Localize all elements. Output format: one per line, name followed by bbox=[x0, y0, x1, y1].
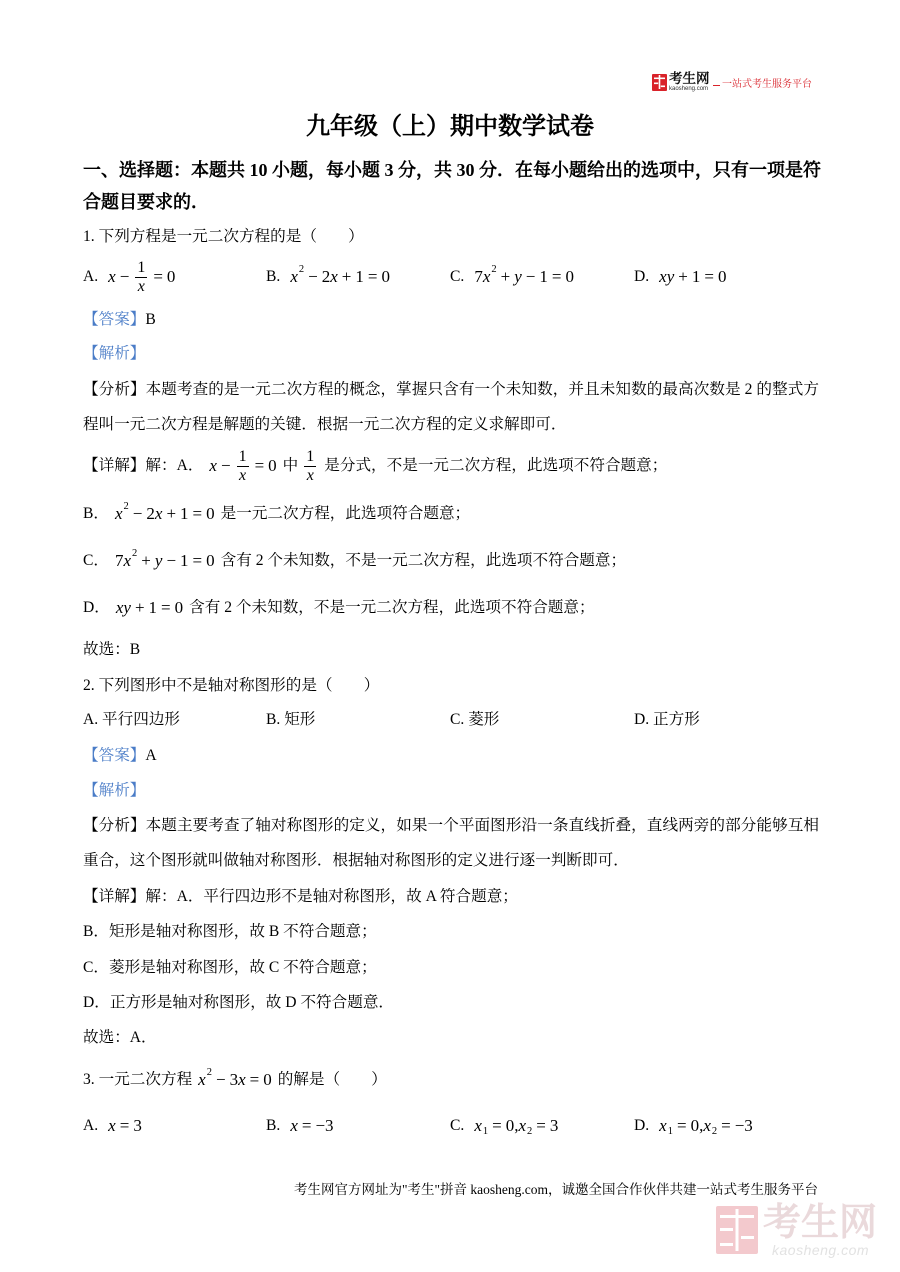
question-1-option-b bbox=[266, 265, 390, 289]
watermark-domain: kaosheng.com bbox=[772, 1242, 870, 1258]
question-1-analysis-heading: 【解析】 bbox=[83, 345, 146, 362]
math-operator: = bbox=[367, 267, 378, 286]
question-2-solution-line: C．菱形是轴对称图形，故 C 不符合题意； bbox=[83, 959, 377, 976]
math-operator: − bbox=[215, 1070, 226, 1089]
watermark-icon-graphic bbox=[716, 1206, 758, 1254]
option-formula bbox=[108, 1114, 142, 1138]
answer-tag: 【答案】 bbox=[83, 747, 146, 764]
fraction-denominator: x bbox=[306, 466, 314, 484]
question-3-option-d bbox=[634, 1114, 753, 1138]
option-label: A. bbox=[83, 268, 99, 285]
math-variable: x bbox=[154, 504, 163, 523]
math-operator: = bbox=[676, 1116, 687, 1135]
text-segment: 中 bbox=[282, 457, 299, 474]
math-variable: x bbox=[238, 1070, 246, 1089]
question-1-analysis-line: 【分析】本题考查的是一元二次方程的概念，掌握只含有一个未知数，并且未知数的最高次数是 2 的整式方 bbox=[83, 381, 819, 398]
math-number: 1 bbox=[355, 267, 364, 286]
text-segment: 3. 一元二次方程 bbox=[83, 1071, 193, 1088]
math-number: 0 bbox=[206, 504, 215, 523]
math-variable: x bbox=[474, 1116, 482, 1135]
question-3-option-a bbox=[83, 1114, 142, 1138]
text-segment: 的解是（ ） bbox=[277, 1071, 387, 1088]
math-number: 2 bbox=[321, 267, 331, 286]
math-operator: + bbox=[341, 267, 352, 286]
math-number: 0 bbox=[206, 551, 215, 570]
fraction-numerator: 1 bbox=[137, 258, 146, 276]
option-label: B. bbox=[266, 268, 281, 285]
superscript: 2 bbox=[491, 264, 497, 275]
question-1-option-d bbox=[634, 265, 726, 289]
math-operator: = bbox=[119, 1116, 130, 1135]
option-label: C. bbox=[450, 268, 465, 285]
subscript: 1 bbox=[667, 1126, 673, 1137]
text-segment: 是一元二次方程，此选项符合题意； bbox=[220, 505, 471, 522]
question-1-option-c bbox=[450, 265, 574, 289]
fraction-numerator: 1 bbox=[306, 447, 315, 465]
question-2-solution-line: D．正方形是轴对称图形，故 D 不符合题意． bbox=[83, 994, 395, 1011]
text-segment: 含有 2 个未知数，不是一元二次方程，此选项不符合题意； bbox=[189, 599, 595, 616]
math-variable: x bbox=[659, 1116, 667, 1135]
math-operator: + bbox=[166, 504, 177, 523]
math-number: 3 bbox=[229, 1070, 239, 1089]
math-number: 0, bbox=[690, 1116, 704, 1135]
text-segment: D． bbox=[83, 599, 110, 616]
math-operator: = bbox=[254, 456, 265, 475]
math-operator: − bbox=[308, 267, 318, 286]
math-variable: y bbox=[154, 551, 163, 570]
logo-slogan: 一站式考生服务平台 bbox=[722, 79, 812, 90]
footer-note: 考生网官方网址为"考生"拼音 kaosheng.com，诚邀全国合作伙伴共建一站式考生服务平台 bbox=[293, 1182, 818, 1197]
math-number: 7 bbox=[474, 267, 483, 286]
math-number: 0 bbox=[381, 267, 390, 286]
question-2-option-d: D. 正方形 bbox=[634, 711, 700, 728]
option-label: C. bbox=[450, 1117, 465, 1134]
question-1-option-a bbox=[83, 258, 176, 295]
text-segment: 是分式，不是一元二次方程，此选项不符合题意； bbox=[324, 457, 668, 474]
math-operator: = bbox=[301, 1116, 312, 1135]
math-number: 0 bbox=[166, 267, 176, 286]
math-operator: − bbox=[166, 551, 177, 570]
math-variable: x bbox=[123, 551, 132, 570]
math-operator: = bbox=[249, 1070, 260, 1089]
question-3-stem bbox=[83, 1068, 387, 1092]
question-2-option-c: C. 菱形 bbox=[450, 711, 500, 728]
math-variable: x bbox=[290, 267, 298, 286]
math-number: 1 bbox=[148, 598, 158, 617]
option-formula bbox=[474, 265, 574, 289]
math-number: 2 bbox=[146, 504, 155, 523]
question-2-analysis-heading: 【解析】 bbox=[83, 782, 146, 799]
math-number: 3 bbox=[549, 1116, 559, 1135]
superscript: 2 bbox=[132, 548, 138, 559]
answer-tag: 【答案】 bbox=[83, 311, 146, 328]
text-segment: C． bbox=[83, 552, 109, 569]
math-number: 0 bbox=[174, 598, 184, 617]
question-1-analysis-line: 程叫一元二次方程是解题的关键．根据一元二次方程的定义求解即可． bbox=[83, 416, 567, 433]
option-formula bbox=[659, 265, 726, 289]
subscript: 2 bbox=[527, 1126, 533, 1137]
math-variable: x bbox=[330, 267, 338, 286]
question-2-analysis-line: 【分析】本题主要考查了轴对称图形的定义，如果一个平面图形沿一条直线折叠，直线两旁的部分能够互相 bbox=[83, 817, 819, 834]
question-1-solution-line bbox=[83, 447, 668, 484]
math-operator: = bbox=[536, 1116, 546, 1135]
fraction bbox=[304, 449, 316, 484]
math-number: 0 bbox=[565, 267, 574, 286]
logo-name: 考生网 bbox=[669, 71, 710, 86]
logo-icon-graphic bbox=[652, 74, 667, 91]
math-number: 0 bbox=[268, 456, 277, 475]
option-label: B. bbox=[266, 1117, 281, 1134]
question-1-solution-line bbox=[83, 596, 595, 620]
math-operator: − bbox=[132, 504, 143, 523]
question-2-stem: 2. 下列图形中不是轴对称图形的是（ ） bbox=[83, 677, 380, 694]
math-variable: x bbox=[209, 456, 217, 475]
math-variable: x bbox=[518, 1116, 526, 1135]
math-variable: y bbox=[514, 267, 522, 286]
text-segment: 含有 2 个未知数，不是一元二次方程，此选项不符合题意； bbox=[220, 552, 627, 569]
math-operator: = bbox=[551, 267, 562, 286]
section-heading-line: 合题目要求的． bbox=[83, 192, 209, 212]
superscript: 2 bbox=[206, 1067, 212, 1078]
subscript: 2 bbox=[711, 1126, 718, 1137]
section-heading-line: 一、选择题：本题共 10 小题，每小题 3 分，共 30 分．在每小题给出的选项中，只有一项是符 bbox=[83, 160, 821, 180]
math-variable: x bbox=[703, 1116, 711, 1135]
math-number: 1 bbox=[691, 267, 701, 286]
math-number: 1 bbox=[180, 551, 189, 570]
question-2-analysis-line: 重合，这个图形就叫做轴对称图形．根据轴对称图形的定义进行逐一判断即可． bbox=[83, 852, 629, 869]
math-variable: x bbox=[198, 1070, 206, 1089]
question-2-option-a: A. 平行四边形 bbox=[83, 711, 181, 728]
math-variable: x bbox=[108, 1116, 116, 1135]
math-number: −3 bbox=[315, 1116, 334, 1135]
answer-value: B bbox=[145, 311, 156, 328]
kaosheng-watermark-icon bbox=[716, 1206, 758, 1254]
option-formula bbox=[659, 1114, 753, 1138]
math-operator: = bbox=[153, 267, 163, 286]
question-2-solution-line: 【详解】解：A．平行四边形不是轴对称图形，故 A 符合题意； bbox=[83, 888, 518, 905]
fraction-denominator: x bbox=[137, 277, 145, 295]
question-1-conclusion: 故选：B bbox=[83, 641, 141, 658]
math-operator: + bbox=[134, 598, 145, 617]
option-formula bbox=[290, 1114, 333, 1138]
exam-title: 九年级（上）期中数学试卷 bbox=[306, 114, 594, 140]
math-operator: + bbox=[141, 551, 151, 570]
option-formula bbox=[474, 1114, 558, 1138]
option-label: D. bbox=[634, 268, 650, 285]
math-number: 0, bbox=[505, 1116, 519, 1135]
question-2-answer-line bbox=[83, 744, 157, 768]
math-operator: = bbox=[721, 1116, 731, 1135]
question-2-option-b: B. 矩形 bbox=[266, 711, 316, 728]
math-operator: = bbox=[704, 267, 714, 286]
math-variable: x bbox=[482, 267, 491, 286]
question-3-option-c bbox=[450, 1114, 558, 1138]
answer-value: A bbox=[145, 747, 157, 764]
text-segment: B． bbox=[83, 505, 109, 522]
math-variable: xy bbox=[659, 267, 675, 286]
superscript: 2 bbox=[123, 501, 129, 512]
fraction-denominator: x bbox=[239, 466, 247, 484]
subscript: 1 bbox=[482, 1126, 489, 1137]
math-operator: − bbox=[525, 267, 536, 286]
math-number: 0 bbox=[717, 267, 727, 286]
option-label: A. bbox=[83, 1117, 99, 1134]
math-operator: = bbox=[492, 1116, 502, 1135]
text-segment: 【详解】解：A． bbox=[83, 457, 204, 474]
math-number: 1 bbox=[539, 267, 548, 286]
question-2-solution-line: B．矩形是轴对称图形，故 B 不符合题意； bbox=[83, 923, 377, 940]
question-2-conclusion: 故选：A． bbox=[83, 1029, 157, 1046]
math-variable: xy bbox=[115, 598, 131, 617]
math-number: −3 bbox=[734, 1116, 753, 1135]
math-number: 0 bbox=[263, 1070, 272, 1089]
math-number: 3 bbox=[133, 1116, 142, 1135]
question-1-solution-line bbox=[83, 549, 626, 573]
math-operator: − bbox=[119, 267, 130, 286]
superscript: 2 bbox=[298, 264, 305, 275]
math-number: 7 bbox=[115, 551, 124, 570]
math-number: 1 bbox=[180, 504, 189, 523]
logo-domain: kaosheng.com bbox=[669, 86, 709, 92]
option-formula bbox=[290, 265, 390, 289]
math-variable: x bbox=[115, 504, 123, 523]
option-formula bbox=[108, 260, 175, 295]
option-label: D. bbox=[634, 1117, 650, 1134]
math-operator: = bbox=[192, 551, 203, 570]
math-operator: = bbox=[161, 598, 171, 617]
math-operator: + bbox=[500, 267, 511, 286]
question-1-answer-line bbox=[83, 308, 156, 332]
fraction-numerator: 1 bbox=[238, 447, 247, 465]
logo-divider bbox=[713, 85, 720, 86]
math-operator: + bbox=[678, 267, 688, 286]
math-operator: − bbox=[220, 456, 231, 475]
question-1-stem: 1. 下列方程是一元二次方程的是（ ） bbox=[83, 228, 364, 245]
math-variable: x bbox=[290, 1116, 298, 1135]
question-1-solution-line bbox=[83, 502, 470, 526]
fraction bbox=[135, 260, 147, 295]
kaosheng-logo-icon bbox=[652, 74, 667, 91]
math-operator: = bbox=[192, 504, 203, 523]
math-variable: x bbox=[108, 267, 116, 286]
watermark-name: 考生网 bbox=[763, 1202, 878, 1244]
question-3-option-b bbox=[266, 1114, 334, 1138]
fraction bbox=[237, 449, 249, 484]
